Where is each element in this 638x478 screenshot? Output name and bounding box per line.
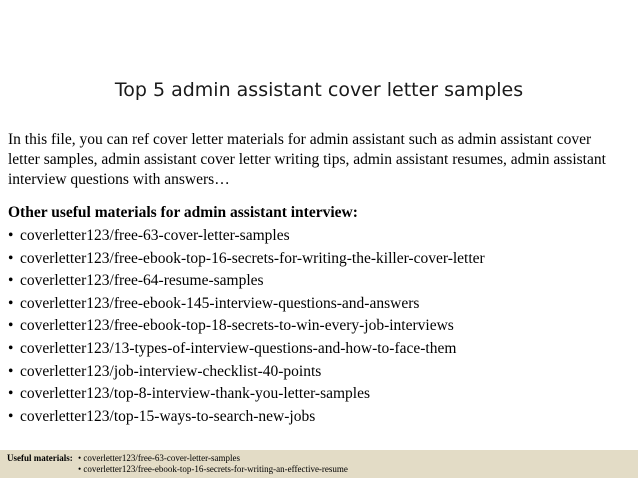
bullet-glyph: •: [8, 317, 14, 335]
bullet-glyph: •: [8, 362, 14, 380]
list-item: [8, 249, 485, 272]
material-link[interactable]: coverletter123/free-64-resume-samples: [20, 272, 264, 290]
material-link[interactable]: coverletter123/top-15-ways-to-search-new-jobs: [20, 407, 316, 425]
bullet-glyph: •: [8, 249, 14, 267]
list-item: [8, 407, 485, 430]
bullet-glyph: •: [8, 272, 14, 290]
footer-link[interactable]: • coverletter123/free-ebook-top-16-secrets-for-writing-an-effective-resume: [78, 464, 348, 474]
slide-title: Top 5 admin assistant cover letter samples: [114, 79, 524, 101]
list-item: [8, 226, 485, 249]
footer-bar: [0, 450, 638, 478]
intro-line: letter samples, admin assistant cover letter writing tips, admin assistant resumes, admin assistant: [8, 151, 606, 168]
footer-list: [78, 453, 348, 475]
bullet-glyph: •: [8, 407, 14, 425]
footer-label: Useful materials:: [7, 453, 73, 463]
material-link[interactable]: coverletter123/13-types-of-interview-questions-and-how-to-face-them: [20, 339, 457, 357]
intro-line: interview questions with answers…: [8, 171, 230, 188]
footer-link[interactable]: • coverletter123/free-63-cover-letter-samples: [78, 453, 240, 463]
materials-heading: Other useful materials for admin assistant interview:: [8, 204, 358, 221]
materials-list: [8, 226, 485, 429]
material-link[interactable]: coverletter123/free-ebook-145-interview-questions-and-answers: [20, 294, 420, 312]
list-item: [8, 339, 485, 362]
bullet-glyph: •: [8, 339, 14, 357]
list-item: [8, 316, 485, 339]
material-link[interactable]: coverletter123/job-interview-checklist-40-points: [20, 362, 322, 380]
list-item: [8, 362, 485, 385]
material-link[interactable]: coverletter123/free-ebook-top-18-secrets-to-win-every-job-interviews: [20, 317, 454, 335]
list-item: [8, 294, 485, 317]
bullet-glyph: •: [8, 227, 14, 244]
material-link[interactable]: coverletter123/free-63-cover-letter-samples: [20, 227, 290, 244]
intro-line: In this file, you can ref cover letter materials for admin assistant such as admin assistant cover: [8, 131, 592, 148]
list-item: [8, 271, 485, 294]
bullet-glyph: •: [8, 294, 14, 312]
intro-paragraph: [8, 130, 632, 190]
material-link[interactable]: coverletter123/top-8-interview-thank-you-letter-samples: [20, 385, 371, 403]
bullet-glyph: •: [8, 385, 14, 403]
list-item: [8, 384, 485, 407]
material-link[interactable]: coverletter123/free-ebook-top-16-secrets-for-writing-the-killer-cover-letter: [20, 249, 485, 267]
